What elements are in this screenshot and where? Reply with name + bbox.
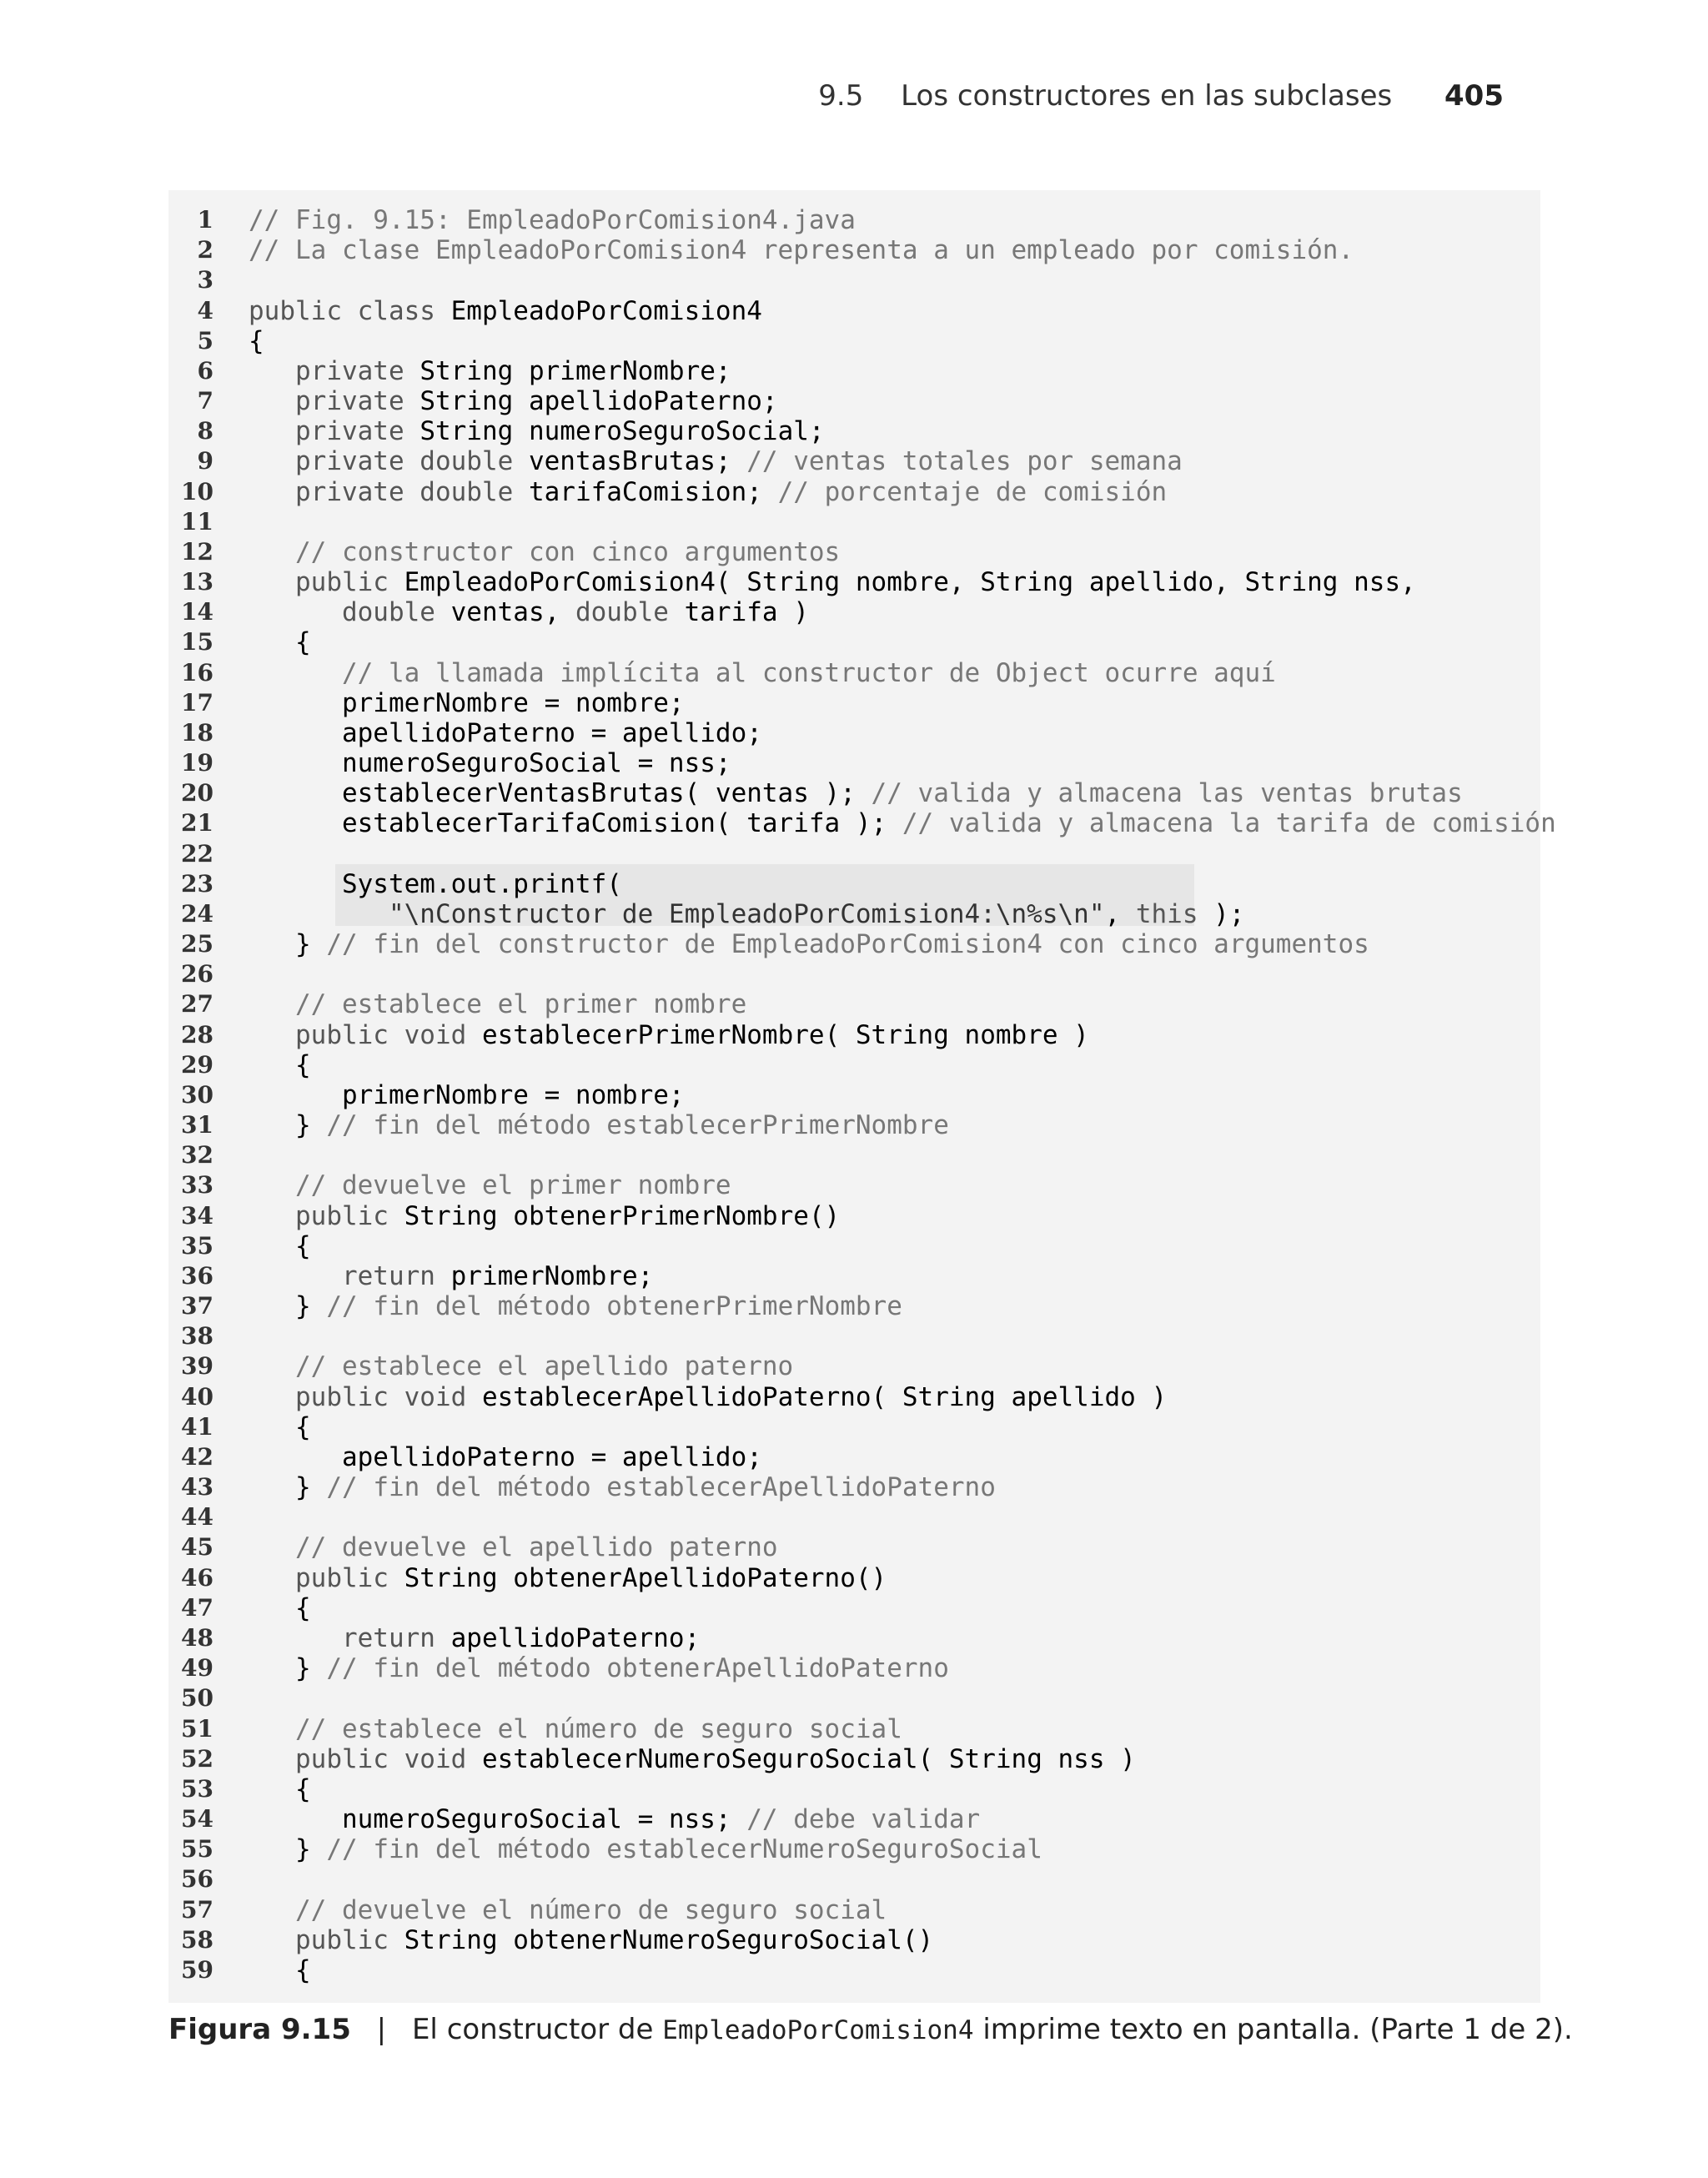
line-number: 55 [181,1835,214,1864]
code-token: double [249,597,451,628]
code-token: primerNombre = nombre; [249,687,685,718]
code-token: // fin del método establecerApellidoPaterno [326,1472,996,1503]
code-token: { [249,325,264,356]
line-number: 40 [181,1382,214,1411]
line-number: 10 [181,477,214,506]
code-token: { [249,627,311,658]
figure-label: Figura 9.15 [168,2013,351,2046]
line-number: 17 [181,688,214,717]
code-token: public void [249,1381,482,1412]
code-token: establecerNumeroSeguroSocial( String nss ) [481,1743,1136,1774]
code-token: String obtenerNumeroSeguroSocial() [404,1924,934,1955]
code-token: // fin del método establecerPrimerNombre [326,1110,949,1141]
line-number: 16 [181,658,214,687]
code-text [249,1050,311,1080]
line-number: 13 [181,568,214,596]
code-text [249,1895,887,1925]
code-token: } [249,1291,327,1322]
section-number: 9.5 [818,79,864,113]
code-token: numeroSeguroSocial = nss; [249,1804,747,1834]
line-number: 50 [181,1684,214,1713]
code-text [249,778,1463,808]
line-number: 15 [181,628,214,656]
line-number: 39 [181,1352,214,1381]
line-number: 36 [181,1261,214,1290]
code-token: primerNombre = nombre; [249,1079,685,1110]
code-token: establecerApellidoPaterno( String apellido ) [481,1381,1168,1412]
code-text [249,808,1556,838]
code-token: // devuelve el número de seguro social [249,1894,887,1925]
code-listing [168,190,1556,2003]
code-token: // fin del método establecerNumeroSeguroSocial [326,1834,1042,1865]
code-token: public [249,1200,404,1231]
page-number: 405 [1444,79,1504,113]
code-token: } [249,1472,327,1503]
code-text [249,1532,778,1562]
code-token: "\nConstructor de EmpleadoPorComision4:\n%s\n" [249,898,1105,929]
code-token: { [249,1592,311,1623]
code-token: String apellidoPaterno; [419,386,778,417]
line-number: 4 [197,296,214,324]
line-number: 26 [181,960,214,988]
code-token: private [249,386,420,417]
code-token: numeroSeguroSocial = nss; [249,748,731,779]
code-text [249,1110,949,1140]
code-token: apellidoPaterno; [450,1622,701,1653]
code-text [249,1020,1089,1050]
line-number: 51 [181,1714,214,1743]
line-number: 14 [181,598,214,626]
code-text [249,658,1276,688]
line-number: 3 [197,266,214,294]
line-number: 11 [181,507,214,536]
line-number: 8 [197,417,214,445]
code-token: { [249,1773,311,1804]
code-token: } [249,1834,327,1865]
code-token: // establece el primer nombre [249,989,747,1020]
code-token: // devuelve el primer nombre [249,1170,731,1201]
code-text [249,1955,311,1985]
code-token: // constructor con cinco argumentos [249,536,841,567]
code-token: tarifaComision; [528,476,778,507]
caption-code-term: EmpleadoPorComision4 [662,2015,974,2045]
line-number: 48 [181,1623,214,1652]
code-token: { [249,1411,311,1442]
line-number: 6 [197,356,214,385]
code-text [249,1382,1167,1412]
page-header [818,79,1504,113]
code-token: return [249,1260,451,1291]
code-text [249,869,622,899]
code-token: // devuelve el apellido paterno [249,1532,778,1563]
line-number: 37 [181,1292,214,1320]
line-number: 59 [181,1955,214,1984]
code-token: // fin del constructor de EmpleadoPorComision4 con cinco argumentos [326,929,1369,960]
code-token: public [249,567,404,598]
code-token: // fin del método obtenerApellidoPaterno [326,1653,949,1684]
code-text [249,627,311,657]
code-token: } [249,929,327,960]
code-token: // ventas totales por semana [746,446,1183,477]
code-text [249,1925,933,1955]
code-token: , [1104,898,1136,929]
line-number: 54 [181,1805,214,1833]
line-number: 58 [181,1925,214,1954]
code-token: // Fig. 9.15: EmpleadoPorComision4.java [249,205,856,235]
code-text [249,416,825,446]
figure-caption [168,2013,1573,2046]
code-token: apellidoPaterno = apellido; [249,1441,762,1472]
line-number: 34 [181,1201,214,1230]
line-number: 7 [197,387,214,415]
caption-text-before: El constructor de [411,2013,663,2046]
code-text [249,688,685,718]
line-number: 21 [181,809,214,837]
code-text [249,1593,311,1623]
code-text [249,748,731,778]
code-text [249,1231,311,1261]
code-text [249,1623,700,1653]
line-number: 29 [181,1050,214,1079]
line-number: 45 [181,1533,214,1562]
code-token: } [249,1653,327,1684]
code-text [249,205,856,235]
code-token: String primerNombre; [419,355,731,386]
code-token: private double [249,446,529,477]
code-text [249,1774,311,1804]
line-number: 38 [181,1322,214,1351]
code-token: ); [1198,898,1245,929]
line-number: 25 [181,930,214,958]
code-text [249,1442,762,1472]
line-number: 44 [181,1503,214,1532]
code-token: EmpleadoPorComision4( String nombre, String apellido, String nss, [404,567,1416,598]
code-token: { [249,1954,311,1985]
code-token: String numeroSeguroSocial; [419,416,825,447]
code-token: private [249,416,420,447]
line-number: 47 [181,1593,214,1622]
code-text [249,567,1416,597]
code-token: String obtenerPrimerNombre() [404,1200,841,1231]
code-token: // valida y almacena la tarifa de comisión [902,808,1556,839]
code-text [249,1472,996,1502]
code-text [249,1834,1042,1864]
code-token: // porcentaje de comisión [777,476,1168,507]
code-token: public class [249,295,451,326]
code-text [249,929,1369,959]
caption-separator: | [376,2013,387,2046]
section-title: Los constructores en las subclases [901,79,1393,113]
code-token: { [249,1230,311,1261]
code-text [249,718,762,748]
code-text [249,1744,1136,1774]
code-token: // valida y almacena las ventas brutas [871,778,1463,809]
line-number: 35 [181,1231,214,1260]
code-text [249,235,1354,265]
code-token: double [575,597,685,628]
line-number: 27 [181,990,214,1019]
code-token: public [249,1924,404,1955]
line-number: 49 [181,1654,214,1683]
code-text [249,296,762,326]
line-number: 1 [197,206,214,234]
code-text [249,356,731,386]
code-token: establecerTarifaComision( tarifa ); [249,808,902,839]
code-token: establecerVentasBrutas( ventas ); [249,778,872,809]
code-token: // establece el número de seguro social [249,1713,902,1744]
code-token: EmpleadoPorComision4 [450,295,762,326]
code-token: System.out.printf( [249,868,622,899]
code-text [249,1563,887,1593]
code-text [249,1261,653,1291]
code-text [249,446,1183,476]
code-token: public void [249,1019,482,1050]
code-text [249,1291,902,1321]
line-number: 57 [181,1895,214,1924]
code-token: establecerPrimerNombre( String nombre ) [481,1019,1089,1050]
line-number: 30 [181,1080,214,1109]
code-token: ventasBrutas; [528,446,747,477]
line-number: 20 [181,779,214,807]
line-number: 2 [197,236,214,264]
code-text [249,477,1167,507]
code-token: apellidoPaterno = apellido; [249,717,762,748]
code-token: // la llamada implícita al constructor de Object ocurre aquí [249,657,1276,688]
code-token: // La clase EmpleadoPorComision4 representa a un empleado por comisión. [249,235,1354,266]
line-number: 41 [181,1412,214,1441]
code-token: // debe validar [746,1804,981,1834]
code-text [249,1412,311,1442]
line-number: 46 [181,1563,214,1592]
code-text [249,326,264,356]
code-token: // fin del método obtenerPrimerNombre [326,1291,902,1322]
code-token: tarifa ) [684,597,809,628]
line-number: 18 [181,718,214,747]
code-text [249,899,1244,929]
line-number: 23 [181,869,214,898]
code-text [249,989,746,1019]
line-number: 19 [181,749,214,777]
line-number: 5 [197,326,214,355]
code-token: } [249,1110,327,1141]
line-number: 28 [181,1020,214,1049]
code-token: ventas, [450,597,575,628]
code-token: return [249,1622,451,1653]
code-token: public [249,1562,404,1593]
code-token: this [1135,898,1198,929]
code-token: private [249,355,420,386]
code-token: String obtenerApellidoPaterno() [404,1562,887,1593]
code-text [249,1080,685,1110]
line-number: 32 [181,1141,214,1169]
code-token: private double [249,476,529,507]
code-text [249,386,778,416]
code-text [249,1714,902,1744]
line-number: 53 [181,1774,214,1803]
code-token: { [249,1049,311,1080]
code-text [249,597,809,627]
line-number: 9 [197,447,214,475]
code-token: // establece el apellido paterno [249,1351,794,1382]
line-number: 43 [181,1473,214,1501]
line-number: 52 [181,1744,214,1773]
line-number: 22 [181,839,214,868]
line-number: 12 [181,537,214,566]
code-token: public void [249,1743,482,1774]
line-number: 42 [181,1442,214,1471]
code-text [249,1653,949,1683]
line-number: 31 [181,1111,214,1139]
line-number: 56 [181,1865,214,1894]
line-number: 33 [181,1171,214,1200]
code-text [249,1201,840,1231]
code-token: primerNombre; [450,1260,654,1291]
code-text [249,1170,731,1200]
code-text [249,1351,793,1381]
caption-text-after: imprime texto en pantalla. (Parte 1 de 2). [982,2013,1573,2046]
line-number: 24 [181,899,214,928]
code-text [249,537,840,567]
code-text [249,1804,980,1834]
